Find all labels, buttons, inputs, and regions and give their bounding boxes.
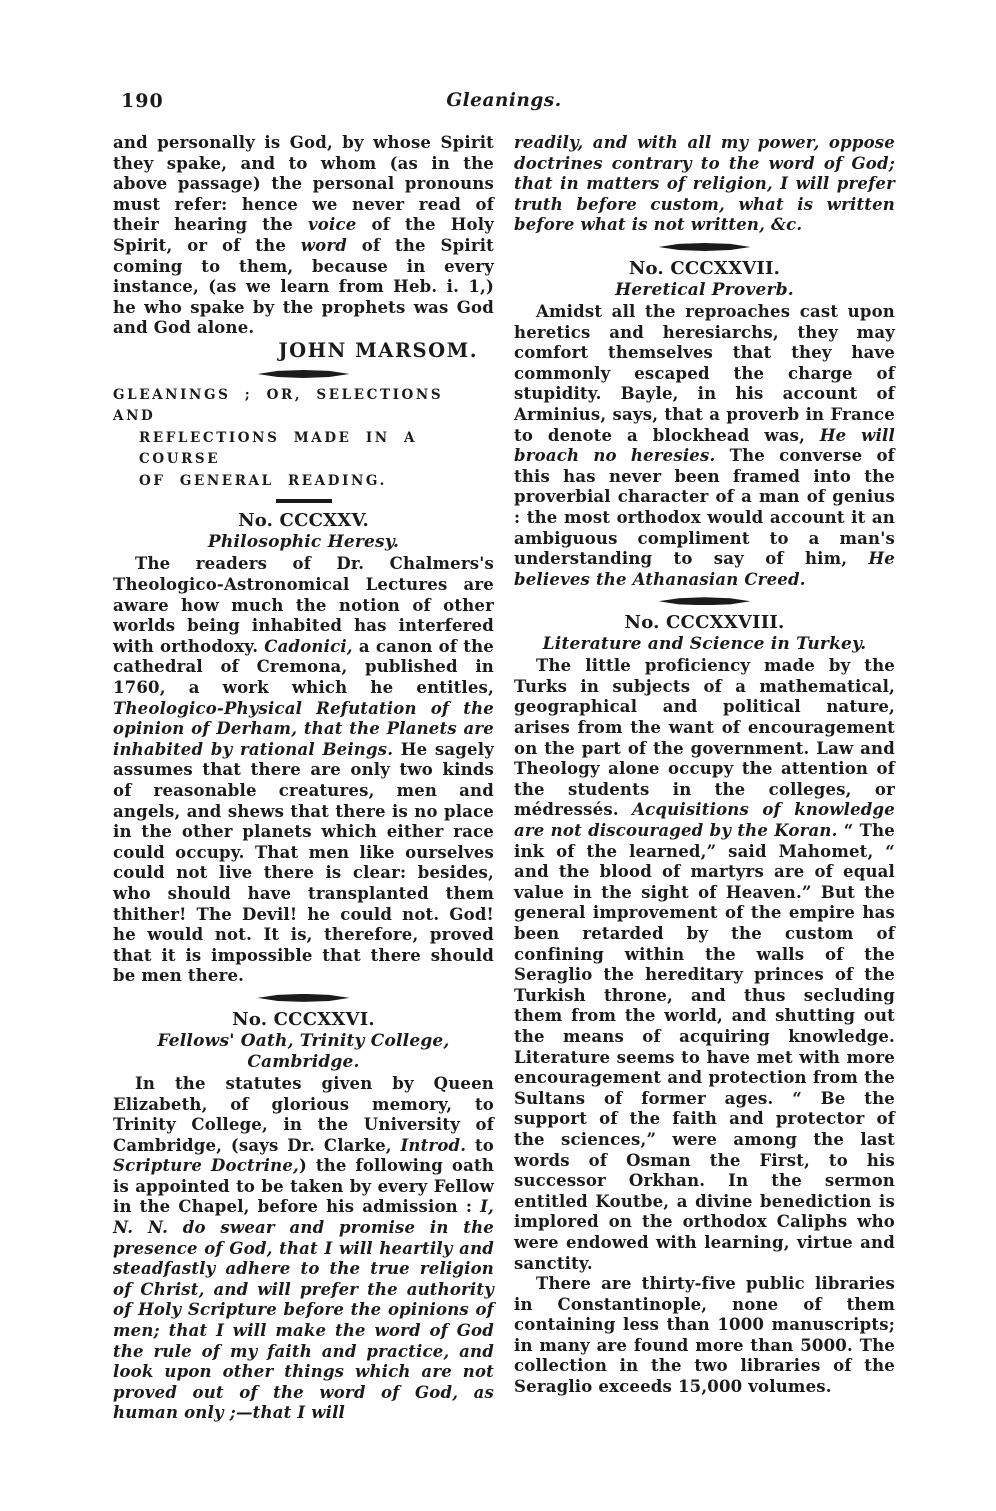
diamond-divider [258,370,350,378]
italic-text: voice [308,215,357,235]
body-text: In the statutes given by Queen Elizabeth, of glorious memory, to Trinity College, in the University of Cambridge, (says Dr. Clarke, [113,1073,494,1155]
italic-text: He believes the Athanasian Creed. [514,549,895,589]
section-heading-line: OF GENERAL READING. [139,472,387,489]
paragraph [514,1274,895,1398]
paragraph [514,302,895,590]
column-right [514,133,895,1424]
italic-text: He will broach no heresies. [514,425,895,466]
paragraph [113,133,494,339]
body-text: of the Spirit coming to them, because in every instance, (as we learn from Heb. i. 1,) he who spake by the prophets was God and God alone. [113,235,495,338]
article-number: No. CCCXXVII. [628,257,781,279]
body-text: a canon of the cathedral of Cremona, published in 1760, a work which he entitles, [113,636,495,697]
body-text: Amidst all the reproaches cast upon heretics and heresiarchs, they may comfort themselves that they have commonly escaped the charge of stupidity. Bayle, in his account of Arminius, says, that a proverb in France to denote a blockhead was, [514,301,895,445]
article-title: Fellows' Oath, Trinity College, Cambridge. [157,1030,450,1072]
running-title: Gleanings. [446,90,562,111]
body-text: The readers of Dr. Chalmers's Theologico-Astronomical Lectures are aware how much the notion of other worlds being inhabited has interfered with orthodoxy. [113,554,494,656]
article-title: Philosophic Heresy. [207,532,400,553]
body-text: The little proficiency made by the Turks in subjects of a mathematical, geographical and political nature, arises from the want of encouragement on the part of the government. Law and Theology alone occupy the attention of the students in the colleges, or médressés. [514,656,895,820]
article-number: No. CCCXXVIII. [624,612,785,634]
paragraph [514,133,895,236]
section-heading-line: GLEANINGS ; OR, SELECTIONS AND [113,386,444,425]
italic-text: Cadonici, [264,636,353,656]
body-text: and personally is God, by whose Spirit they spake, and to whom (as in the above passage) the personal pronouns must refer: hence we never read of their hearing the [113,133,494,235]
body-text: to [466,1135,494,1155]
italic-text: word [300,235,348,255]
paragraph [514,656,895,1274]
italic-text: Introd. [400,1135,467,1155]
article-number: No. CCCXXV. [238,510,369,532]
diamond-divider [659,597,751,605]
body-text: of the Holy Spirit, or of the [113,215,494,255]
body-text: ) the following oath is appointed to be taken by every Fellow in the Chapel, before his admission : [113,1156,494,1217]
article-title: Literature and Science in Turkey. [542,634,867,655]
body-text: The converse of this has never been framed into the proverbial character of a man of genius : the most orthodox would account it an ambiguous compliment to a man's understanding to say of him, [514,446,895,569]
rule-divider [276,499,332,503]
italic-text: Scripture Doctrine, [113,1156,299,1176]
author-signature: JOHN MARSOM. [278,338,478,362]
article-title: Heretical Proverb. [615,279,794,300]
body-text: There are thirty-five public libraries in Constantinople, none of them containing less than 1000 manuscripts; in many are found more than 5000. The collection in the two libraries of the Seraglio exceeds 15,000 volumes. [514,1274,895,1397]
diamond-divider [258,994,350,1002]
page-number: 190 [121,90,164,112]
diamond-divider [659,243,751,251]
section-heading-line: REFLECTIONS MADE IN A COURSE [139,429,418,468]
running-head [113,90,895,116]
italic-text: Theologico-Physical Refutation of the opinion of Derham, that the Planets are inhabited by rational Beings. [113,698,494,759]
body-text: He sagely assumes that there are only two kinds of reasonable creatures, men and angels, and shews that there is no place in the other planets which either race could occupy. That men like ourselves could not live there is clear: besides, who should have transplanted them thither! The Devil! he could not. God! he would not. It is, therefore, proved that it is impossible that there should be men there. [113,739,495,986]
body-text: “ The ink of the learned,” said Mahomet, “ and the blood of martyrs are of equal value in the sight of Heaven.” But the general improvement of the empire has been retarded by the custom of confining within the walls of the Seraglio the hereditary princes of the Turkish throne, and thus secluding them from the world, and shutting out the means of acquiring knowledge. Literature seems to have met with more encouragement and protection from the Sultans of former ages. “ Be the support of the faith and protector of the sciences,” were among the last words of Osman the First, to his successor Orkhan. In the sermon entitled Koutbe, a divine benediction is implored on the orthodox Caliphs who were endowed with learning, virtue and sanctity. [514,821,896,1273]
paragraph [113,1074,494,1424]
text-columns [113,133,895,1424]
italic-text: I, N. N. do swear and promise in the presence of God, that I will heartily and steadfastly adhere to the true religion of Christ, and will prefer the authority of Holy Scripture before the opinions of men; that I will make the word of God the rule of my faith and practice, and look upon other things which are not proved out of the word of God, as human only ;—that I will [113,1197,494,1423]
italic-text: Acquisitions of knowledge are not discouraged by the Koran. [514,800,895,841]
paragraph [113,554,494,986]
column-left [113,133,494,1424]
italic-text: readily, and with all my power, oppose doctrines contrary to the word of God; that in matters of religion, I will prefer truth before custom, what is written before what is not written, &c. [514,133,895,235]
article-number: No. CCCXXVI. [232,1008,375,1030]
section-heading [113,385,494,493]
